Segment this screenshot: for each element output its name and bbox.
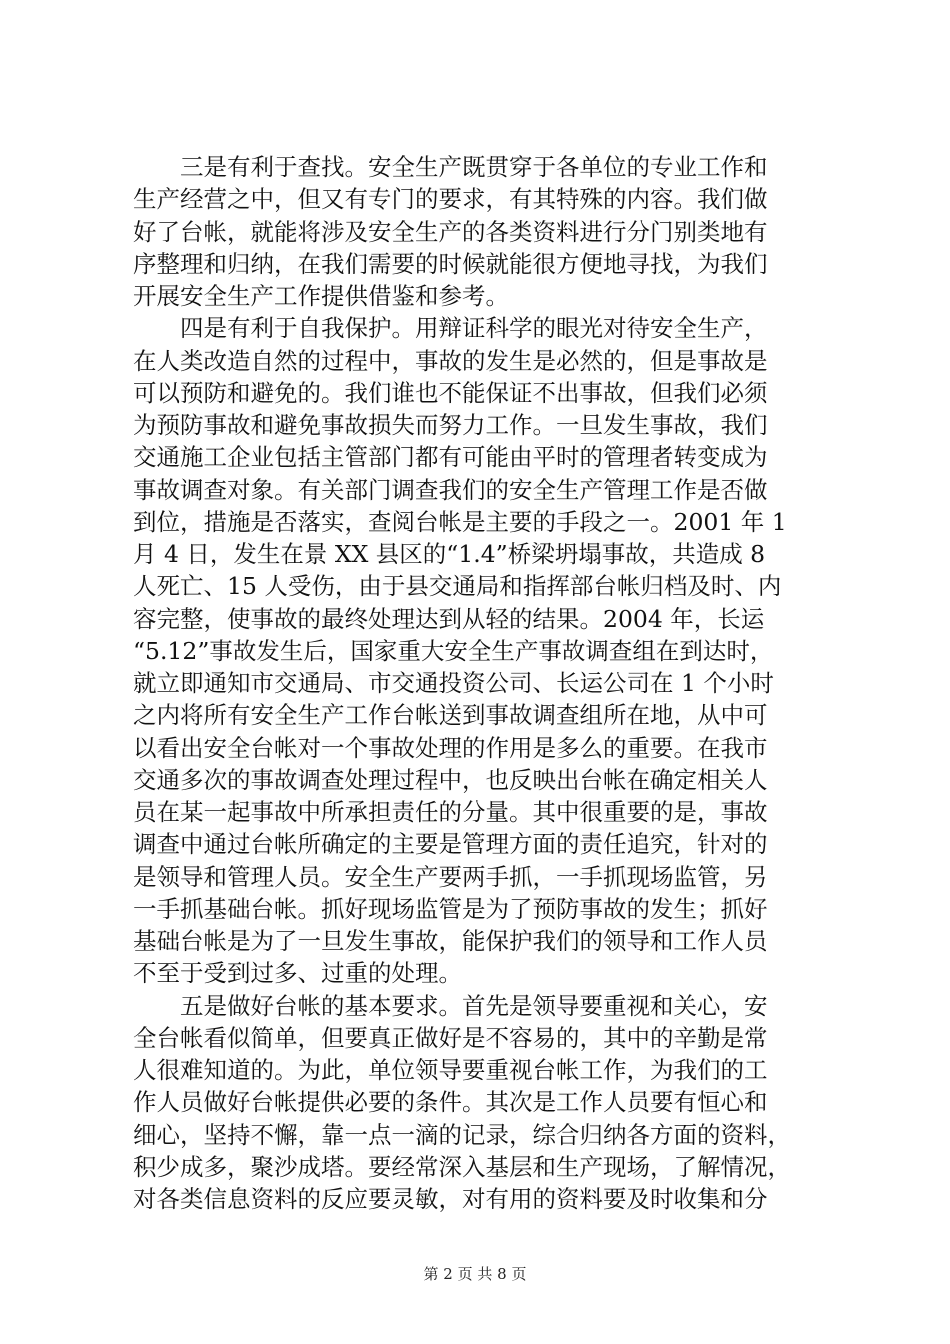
document-body xyxy=(133,151,823,1215)
text-line: 对各类信息资料的反应要灵敏，对有用的资料要及时收集和分 xyxy=(133,1185,768,1213)
text-line: 之内将所有安全生产工作台帐送到事故调查组所在地，从中可 xyxy=(133,701,768,730)
text-line: 三是有利于查找。安全生产既贯穿于各单位的专业工作和 xyxy=(133,153,768,181)
text-line: 在人类改造自然的过程中，事故的发生是必然的，但是事故是 xyxy=(133,346,768,375)
text-line: 为预防事故和避免事故损失而努力工作。一旦发生事故，我们 xyxy=(133,411,768,439)
text-line: 员在某一起事故中所承担责任的分量。其中很重要的是，事故 xyxy=(133,798,768,826)
text-line: 全台帐看似简单，但要真正做好是不容易的，其中的辛勤是常 xyxy=(133,1023,768,1052)
text-line: 可以预防和避免的。我们谁也不能保证不出事故，但我们必须 xyxy=(133,378,768,407)
text-line: 调查中通过台帐所确定的主要是管理方面的责任追究，针对的 xyxy=(133,830,768,859)
text-line: 交通施工企业包括主管部门都有可能由平时的管理者转变成为 xyxy=(133,443,768,472)
text-line: 就立即通知市交通局、市交通投资公司、长运公司在 1 个小时 xyxy=(133,669,774,697)
text-line: “5.12”事故发生后，国家重大安全生产事故调查组在到达时， xyxy=(133,636,774,665)
text-line: 五是做好台帐的基本要求。首先是领导要重视和关心，安 xyxy=(133,991,768,1020)
text-line: 一手抓基础台帐。抓好现场监管是为了预防事故的发生；抓好 xyxy=(133,894,768,923)
text-line: 事故调查对象。有关部门调查我们的安全生产管理工作是否做 xyxy=(133,475,768,504)
text-line: 容完整，使事故的最终处理达到从轻的结果。2004 年，长运 xyxy=(133,604,765,633)
text-line: 是领导和管理人员。安全生产要两手抓，一手抓现场监管，另 xyxy=(133,862,768,891)
text-line: 人死亡、15 人受伤，由于县交通局和指挥部台帐归档及时、内 xyxy=(133,572,782,601)
text-line: 不至于受到过多、过重的处理。 xyxy=(133,959,462,988)
text-line: 细心，坚持不懈，靠一点一滴的记录，综合归纳各方面的资料， xyxy=(133,1120,791,1149)
text-line: 开展安全生产工作提供借鉴和参考。 xyxy=(133,282,509,310)
text-line: 生产经营之中，但又有专门的要求，有其特殊的内容。我们做 xyxy=(133,185,768,214)
text-line: 以看出安全台帐对一个事故处理的作用是多么的重要。在我市 xyxy=(133,733,768,762)
text-line: 基础台帐是为了一旦发生事故，能保护我们的领导和工作人员 xyxy=(133,927,768,955)
text-line: 四是有利于自我保护。用辩证科学的眼光对待安全生产， xyxy=(133,314,768,343)
text-line: 交通多次的事故调查处理过程中，也反映出台帐在确定相关人 xyxy=(133,765,768,794)
text-line: 作人员做好台帐提供必要的条件。其次是工作人员要有恒心和 xyxy=(133,1088,768,1117)
page-number: 第 2 页 共 8 页 xyxy=(423,1265,527,1283)
text-line: 月 4 日，发生在景 XX 县区的“1.4”桥梁坍塌事故，共造成 8 xyxy=(133,540,766,568)
text-line: 好了台帐，就能将涉及安全生产的各类资料进行分门别类地有 xyxy=(133,217,768,246)
text-line: 到位，措施是否落实，查阅台帐是主要的手段之一。2001 年 1 xyxy=(133,507,787,536)
text-line: 人很难知道的。为此，单位领导要重视台帐工作，为我们的工 xyxy=(133,1056,768,1084)
text-line: 序整理和归纳，在我们需要的时候就能很方便地寻找，为我们 xyxy=(133,249,768,278)
text-line: 积少成多，聚沙成塔。要经常深入基层和生产现场，了解情况， xyxy=(133,1152,791,1181)
